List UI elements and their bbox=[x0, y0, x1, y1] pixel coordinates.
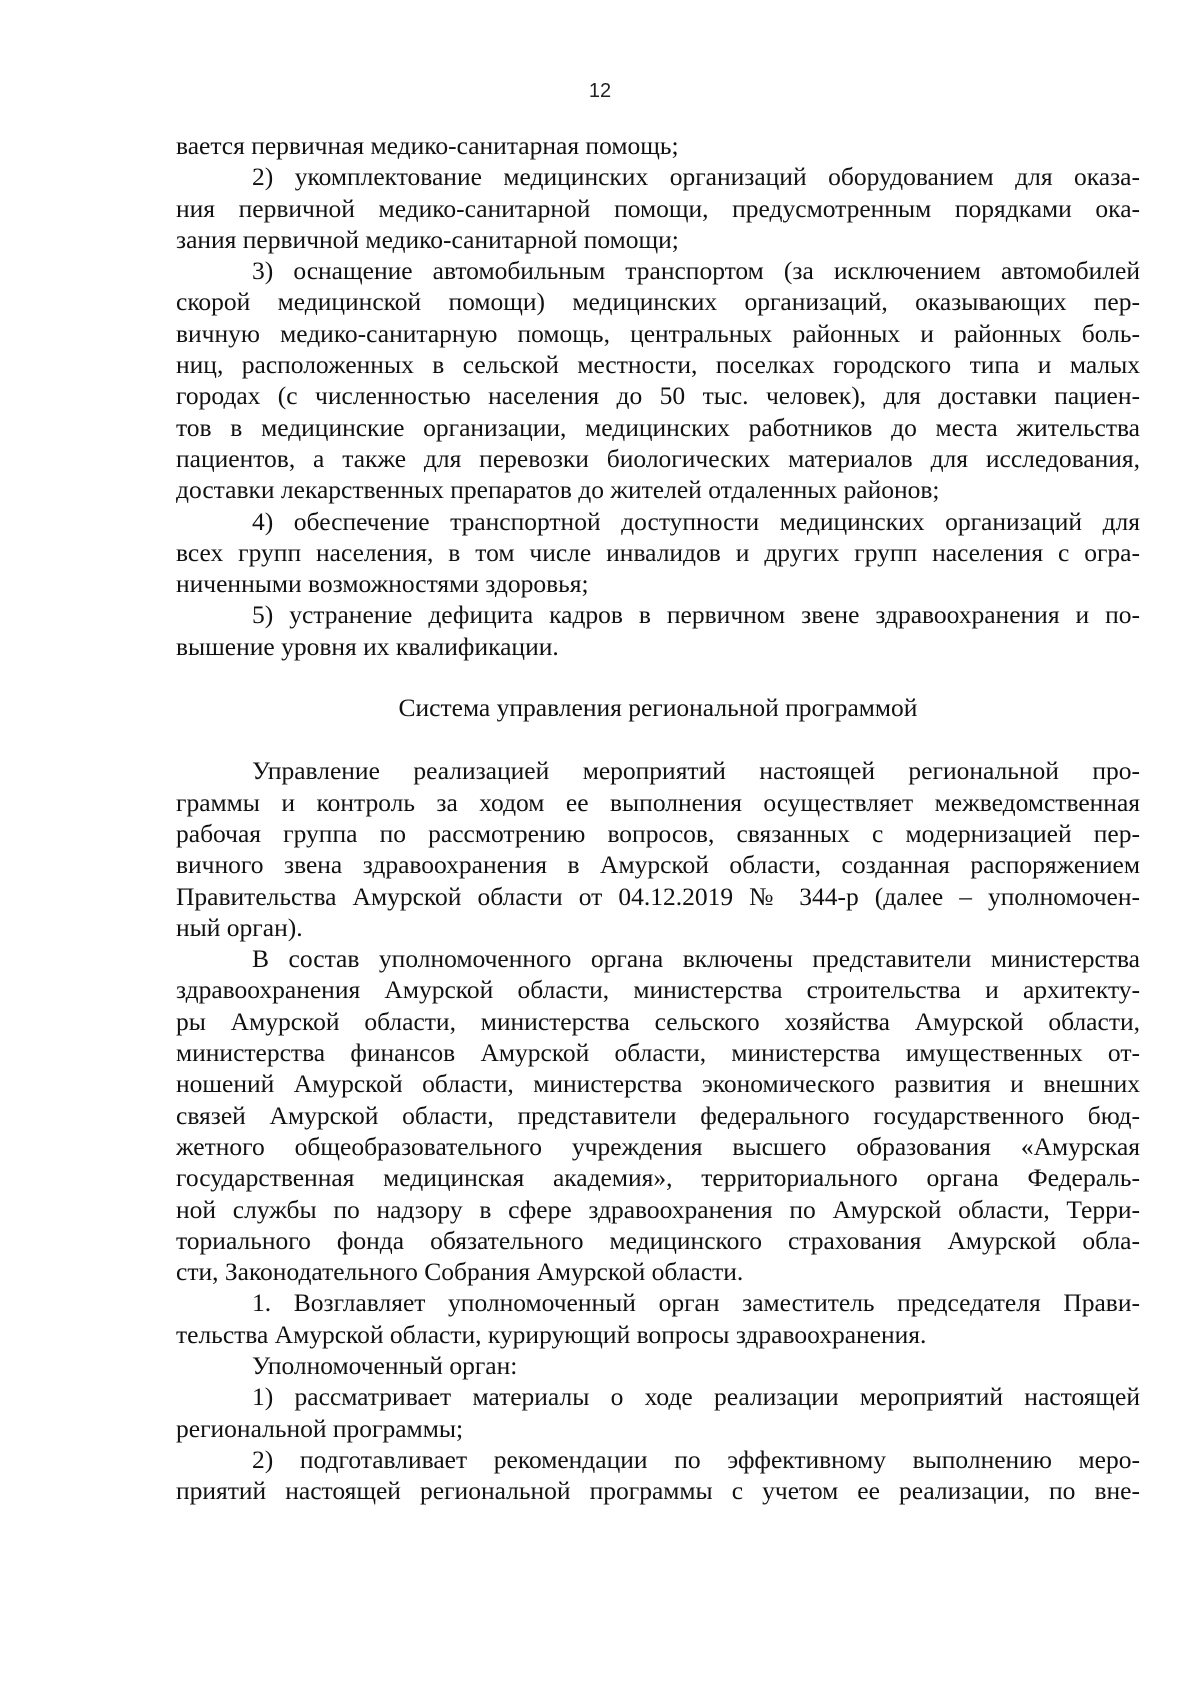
paragraph bbox=[176, 130, 1140, 161]
text-line: 4) обеспечение транспортной доступности медицинских организаций для bbox=[252, 506, 1140, 536]
paragraph bbox=[176, 943, 1140, 1287]
text-line: ный орган). bbox=[176, 912, 303, 942]
text-line: ной службы по надзору в сфере здравоохранения по Амурской области, Терри- bbox=[176, 1194, 1140, 1224]
paragraph bbox=[176, 255, 1140, 505]
text-block-list-items bbox=[176, 130, 1140, 662]
text-line: ниченными возможностями здоровья; bbox=[176, 569, 589, 599]
paragraph bbox=[176, 755, 1140, 943]
text-block-management bbox=[176, 755, 1140, 1506]
text-line: тов в медицинские организации, медицинских работников до места жительства bbox=[176, 412, 1140, 442]
paragraph bbox=[176, 1444, 1140, 1507]
text-line: вичного звена здравоохранения в Амурской области, созданная распоряжением bbox=[176, 850, 1140, 880]
text-line: связей Амурской области, представители федерального государственного бюд- bbox=[176, 1100, 1140, 1130]
page-number: 12 bbox=[588, 80, 612, 102]
text-line: ношений Амурской области, министерства экономического развития и внешних bbox=[176, 1069, 1140, 1099]
text-line: министерства финансов Амурской области, министерства имущественных от- bbox=[176, 1038, 1140, 1068]
text-line: скорой медицинской помощи) медицинских организаций, оказывающих пер- bbox=[176, 287, 1140, 317]
text-line: сти, Законодательного Собрания Амурской области. bbox=[176, 1257, 744, 1287]
text-line: ния первичной медико-санитарной помощи, предусмотренным порядками ока- bbox=[176, 193, 1140, 223]
text-line: региональной программы; bbox=[176, 1413, 464, 1443]
page-content bbox=[176, 130, 1140, 1506]
text-line: 5) устранение дефицита кадров в первичном звене здравоохранения и по- bbox=[252, 600, 1140, 630]
text-line: жетного общеобразовательного учреждения высшего образования «Амурская bbox=[176, 1131, 1140, 1161]
text-line: вышение уровня их квалификации. bbox=[176, 631, 559, 661]
paragraph bbox=[176, 599, 1140, 662]
text-line: вается первичная медико-санитарная помощь; bbox=[176, 131, 679, 160]
text-line: рабочая группа по рассмотрению вопросов, связанных с модернизацией пер- bbox=[176, 818, 1140, 848]
text-line: государственная медицинская академия», территориального органа Федераль- bbox=[176, 1163, 1140, 1193]
text-line: ниц, расположенных в сельской местности, поселках городского типа и малых bbox=[176, 350, 1140, 380]
paragraph bbox=[176, 506, 1140, 600]
text-line: граммы и контроль за ходом ее выполнения осуществляет межведомственная bbox=[176, 787, 1140, 817]
text-line: Управление реализацией мероприятий настоящей региональной про- bbox=[252, 756, 1140, 786]
paragraph bbox=[176, 1287, 1140, 1350]
text-line: городах (с численностью населения до 50 тыс. человек), для доставки пациен- bbox=[176, 381, 1140, 411]
text-line: В состав уполномоченного органа включены представители министерства bbox=[252, 944, 1140, 974]
text-line: Уполномоченный орган: bbox=[252, 1350, 518, 1380]
text-line: Правительства Амурской области от 04.12.2019 № 344-р (далее – уполномочен- bbox=[176, 881, 1140, 911]
text-line: вичную медико-санитарную помощь, центральных районных и районных боль- bbox=[176, 318, 1140, 348]
text-line: зания первичной медико-санитарной помощи; bbox=[176, 224, 679, 254]
text-line: всех групп населения, в том числе инвалидов и других групп населения с огра- bbox=[176, 537, 1140, 567]
paragraph bbox=[176, 1350, 1140, 1381]
paragraph bbox=[176, 161, 1140, 255]
section-heading: Система управления региональной программой bbox=[398, 693, 918, 723]
text-line: ры Амурской области, министерства сельского хозяйства Амурской области, bbox=[176, 1006, 1140, 1036]
text-line: доставки лекарственных препаратов до жителей отдаленных районов; bbox=[176, 475, 940, 505]
text-line: тельства Амурской области, курирующий вопросы здравоохранения. bbox=[176, 1319, 927, 1349]
text-line: пациентов, а также для перевозки биологических материалов для исследования, bbox=[176, 443, 1140, 473]
text-line: здравоохранения Амурской области, министерства строительства и архитекту- bbox=[176, 975, 1140, 1005]
text-line: 2) укомплектование медицинских организаций оборудованием для оказа- bbox=[252, 162, 1140, 192]
text-line: приятий настоящей региональной программы с учетом ее реализации, по вне- bbox=[176, 1476, 1140, 1506]
paragraph bbox=[176, 1381, 1140, 1444]
text-line: 3) оснащение автомобильным транспортом (за исключением автомобилей bbox=[252, 256, 1140, 286]
text-line: ториального фонда обязательного медицинского страхования Амурской обла- bbox=[176, 1225, 1140, 1255]
text-line: 2) подготавливает рекомендации по эффективному выполнению меро- bbox=[252, 1444, 1140, 1474]
text-line: 1) рассматривает материалы о ходе реализации мероприятий настоящей bbox=[252, 1382, 1140, 1412]
text-line: 1. Возглавляет уполномоченный орган заместитель председателя Прави- bbox=[252, 1288, 1140, 1318]
